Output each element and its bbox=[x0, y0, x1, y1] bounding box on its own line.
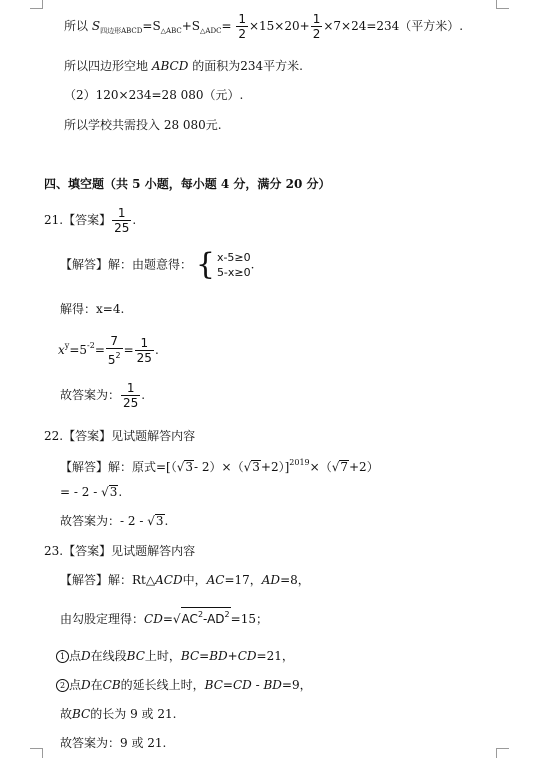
math-symbol: ABCD bbox=[151, 59, 189, 73]
text: 故答案为：- 2 - bbox=[60, 514, 148, 528]
area-formula-line bbox=[64, 12, 463, 41]
math-symbol: BC bbox=[126, 649, 145, 663]
math-symbol: D bbox=[81, 649, 91, 663]
math-text: ×7×24=234（平方米）. bbox=[323, 19, 464, 33]
text: 【解答】解：由题意得： bbox=[60, 257, 193, 272]
denominator: 2 bbox=[312, 27, 321, 41]
q23-case-2 bbox=[56, 677, 312, 693]
denominator: 25 bbox=[136, 351, 152, 365]
q22-answer: 22.【答案】见试题解答内容 bbox=[44, 429, 196, 443]
text: 故答案为： bbox=[60, 388, 121, 402]
text: ×（ bbox=[309, 460, 332, 474]
superscript: y bbox=[64, 341, 70, 350]
text: . bbox=[154, 343, 159, 357]
radicand: 3 bbox=[185, 460, 194, 474]
text: = bbox=[162, 612, 173, 626]
text: = bbox=[199, 649, 210, 663]
text: 点 bbox=[69, 678, 82, 692]
radical bbox=[181, 607, 231, 626]
section-heading: 四、填空题（共 5 小题，每小题 4 分，满分 20 分） bbox=[44, 177, 331, 191]
question-label: 21.【答案】 bbox=[44, 213, 112, 227]
fraction bbox=[106, 334, 123, 367]
inequality: x-5≥0 bbox=[216, 251, 251, 264]
math-text: = bbox=[94, 343, 105, 357]
q21-answer bbox=[44, 206, 136, 235]
math-symbol: AD bbox=[261, 573, 281, 587]
q22-solution: 【解答】解：原式=[（√3- 2）×（√3+2）]$^{2019}$×（√7+2） bbox=[60, 458, 379, 474]
inequality-system bbox=[217, 250, 251, 280]
math-text: =S bbox=[142, 19, 161, 33]
numerator: 1 bbox=[312, 12, 321, 26]
numerator: 7 bbox=[106, 334, 123, 349]
text: =17， bbox=[224, 573, 262, 587]
q23-answer: 23.【答案】见试题解答内容 bbox=[44, 544, 196, 558]
fraction bbox=[311, 12, 323, 41]
text: 的延长线上时， bbox=[120, 678, 205, 692]
superscript: 2 bbox=[197, 610, 204, 619]
inequality: 5-x≥0 bbox=[216, 266, 251, 279]
math-text: =5 bbox=[69, 343, 88, 357]
denominator: 2 bbox=[238, 27, 246, 41]
text: 在 bbox=[90, 678, 103, 692]
text: = bbox=[222, 678, 233, 692]
q21-calc bbox=[58, 334, 159, 367]
radicand: 7 bbox=[340, 460, 348, 474]
numerator: 1 bbox=[238, 12, 246, 26]
radicand: 3 bbox=[109, 485, 118, 499]
text: +2）] bbox=[260, 460, 290, 474]
math-symbol: AC bbox=[206, 573, 225, 587]
q23-final: 故答案为：9 或 21. bbox=[60, 736, 167, 750]
circled-number: 1 bbox=[56, 650, 69, 663]
text: 所以 bbox=[64, 19, 89, 33]
text: +2） bbox=[349, 460, 379, 474]
q23-case-1 bbox=[56, 648, 294, 664]
text: = - 2 - bbox=[60, 485, 102, 499]
superscript: 2 bbox=[115, 351, 121, 360]
math-symbol: BD bbox=[209, 649, 228, 663]
subscript: △ABC bbox=[160, 27, 182, 35]
math-text: ×15×20+ bbox=[248, 19, 310, 33]
text: . bbox=[141, 388, 146, 402]
math-symbol: BC bbox=[180, 649, 200, 663]
text: 故 bbox=[60, 707, 73, 721]
text: =8， bbox=[280, 573, 310, 587]
area-conclusion bbox=[64, 58, 303, 74]
denominator-base: 5 bbox=[107, 353, 116, 367]
math-symbol: D bbox=[81, 678, 91, 692]
math-symbol: CD bbox=[232, 678, 252, 692]
q21-solve: 解得：x=4. bbox=[60, 302, 125, 316]
text: 由勾股定理得： bbox=[60, 612, 145, 626]
text: . bbox=[164, 514, 169, 528]
math-symbol: BD bbox=[263, 678, 282, 692]
q23-solution bbox=[60, 572, 310, 588]
text: - bbox=[251, 678, 264, 692]
radicand: -AD bbox=[203, 612, 225, 626]
numerator: 1 bbox=[135, 336, 154, 351]
text: 【解答】解：Rt△ bbox=[60, 573, 156, 587]
text: 的长为 9 或 21. bbox=[90, 707, 177, 721]
radicand: 3 bbox=[155, 514, 164, 528]
text: + bbox=[227, 649, 238, 663]
math-symbol: BC bbox=[204, 678, 223, 692]
q21-final bbox=[60, 381, 145, 410]
crop-mark-top-right bbox=[496, 0, 509, 9]
fraction bbox=[135, 336, 154, 365]
fraction bbox=[112, 206, 131, 235]
q23-result bbox=[60, 706, 176, 722]
superscript: 2 bbox=[224, 610, 230, 619]
math-text: = bbox=[221, 19, 232, 33]
text: =9， bbox=[281, 678, 312, 692]
superscript: 2019 bbox=[289, 458, 310, 467]
denominator: 25 bbox=[123, 396, 139, 410]
crop-mark-top-left bbox=[30, 0, 43, 9]
subscript: △ADC bbox=[200, 27, 222, 35]
math-text: +S bbox=[181, 19, 201, 33]
circled-number: 2 bbox=[56, 679, 69, 692]
math-symbol: CB bbox=[102, 678, 121, 692]
q21-solution bbox=[60, 247, 255, 282]
fraction bbox=[236, 12, 248, 41]
text: . bbox=[118, 485, 123, 499]
text: 中， bbox=[182, 573, 207, 587]
text: 点 bbox=[69, 649, 82, 663]
denominator: 25 bbox=[114, 221, 130, 235]
q22-result: = - 2 - √3. bbox=[60, 485, 123, 499]
text: 【解答】解：原式=[（ bbox=[60, 460, 177, 474]
q22-final: 故答案为：- 2 - √3. bbox=[60, 514, 169, 528]
denominator bbox=[106, 349, 123, 367]
text: =15； bbox=[230, 612, 268, 626]
math-symbol: CD bbox=[237, 649, 257, 663]
math-symbol: CD bbox=[144, 612, 163, 626]
brace-symbol: { bbox=[195, 247, 215, 282]
text: 的面积为234平方米. bbox=[192, 59, 303, 73]
math-text: = bbox=[123, 343, 134, 357]
subscript: 四边形ABCD bbox=[100, 27, 143, 35]
q23-pythagoras: 由勾股定理得：$CD=√AC^2-AD^2=15$； bbox=[60, 607, 268, 627]
text: . bbox=[132, 213, 137, 227]
radicand: AC bbox=[181, 612, 198, 626]
text: - 2）×（ bbox=[194, 460, 244, 474]
text: 在线段 bbox=[90, 649, 127, 663]
math-symbol: x bbox=[58, 343, 65, 357]
text: . bbox=[250, 257, 255, 272]
text: =21， bbox=[256, 649, 294, 663]
numerator: 1 bbox=[121, 381, 140, 396]
math-symbol: ACD bbox=[155, 573, 183, 587]
math-symbol: BC bbox=[72, 707, 91, 721]
math-symbol: S bbox=[91, 19, 101, 33]
text: 上时， bbox=[144, 649, 181, 663]
fraction bbox=[121, 381, 140, 410]
numerator: 1 bbox=[112, 206, 131, 221]
superscript: -2 bbox=[87, 341, 95, 350]
radicand: 3 bbox=[252, 460, 260, 474]
cost-calculation: （2）120×234=28 080（元）. bbox=[64, 88, 244, 102]
cost-conclusion: 所以学校共需投入 28 080元. bbox=[64, 118, 222, 132]
text: 所以四边形空地 bbox=[64, 59, 149, 73]
